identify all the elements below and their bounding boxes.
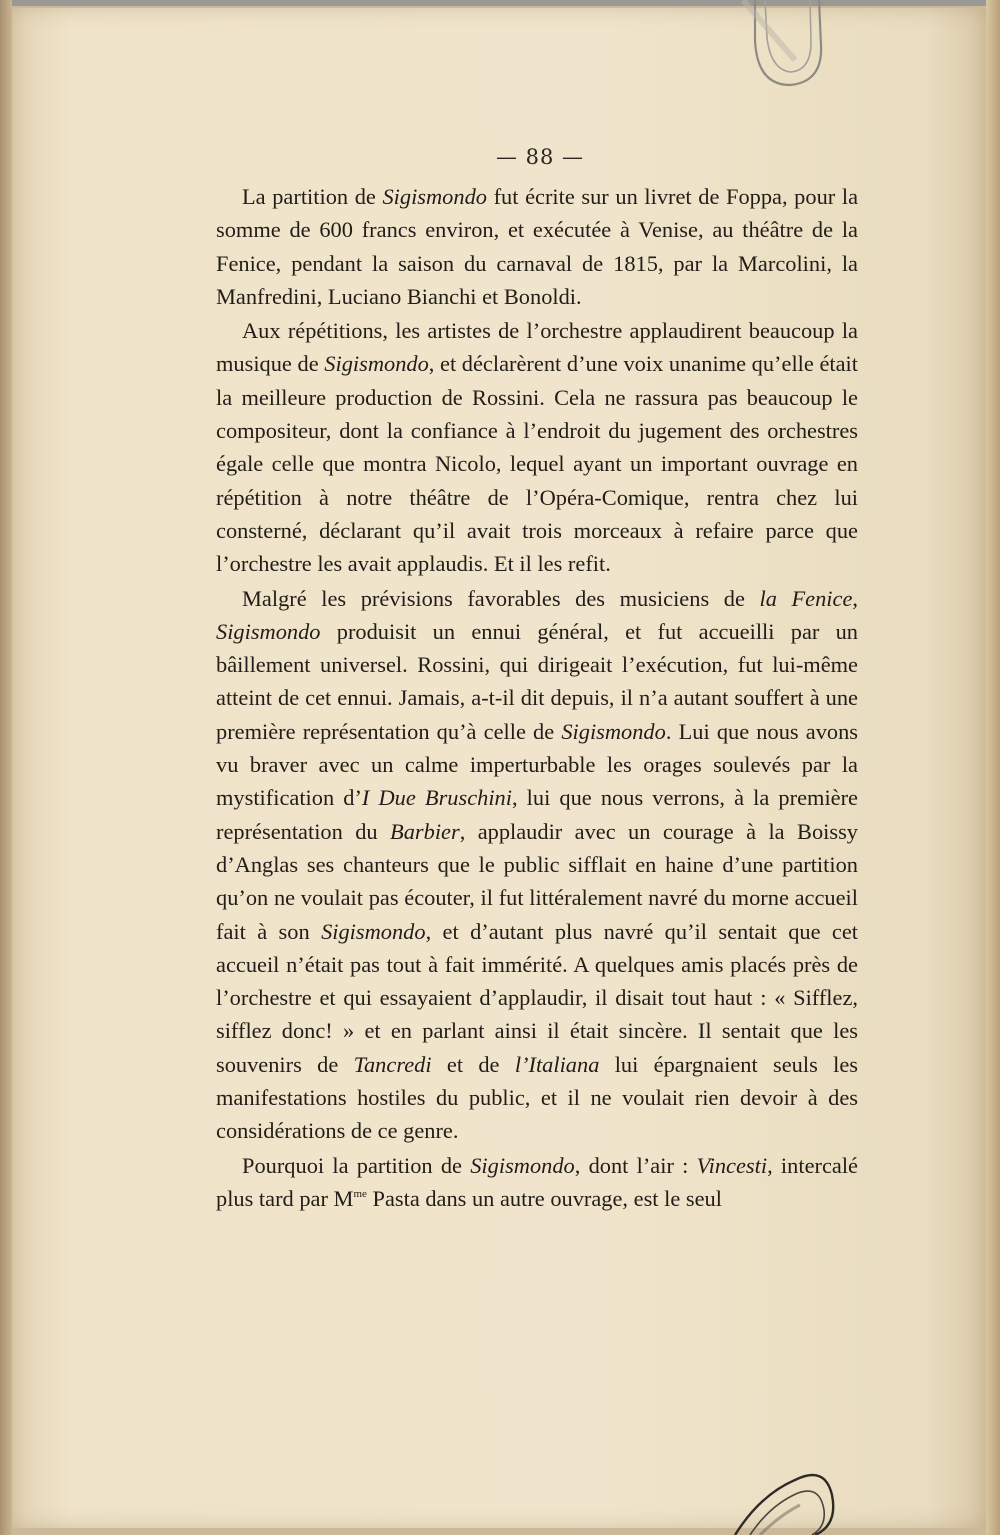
text-run: , <box>852 585 858 611</box>
text-run: et de <box>431 1051 515 1077</box>
text-run: fut écrite sur un livret de Foppa, pour la somme de 600 francs environ, et exécutée à Venise, au théâtre de la Fenice, pendant la saison du carnaval de 1815, par la Marcolini, la Manfredini, Luciano Bianchi et Bonoldi. <box>216 184 859 309</box>
italic-title: Sigismondo <box>216 618 321 644</box>
italic-title: Sigismondo <box>324 351 429 377</box>
text-run: produisit un ennui général, et fut accueilli par un bâillement universel. Rossini, qui dirigeait l’exécution, fut lui-même atteint de cet ennui. Jamais, a-t-il dit depuis, il n’a autant souffert à une première représentation qu’à celle de <box>216 618 858 744</box>
text-run: La partition de <box>242 184 383 209</box>
text-run: Pasta dans un autre ouvrage, est le seul <box>366 1185 722 1211</box>
paper-clip-top-icon <box>735 0 830 95</box>
italic-title: Barbier <box>390 818 460 844</box>
text-run: , lui que nous verrons, à la première représentation du <box>216 785 858 844</box>
italic-title: la Fenice <box>759 585 853 611</box>
italic-title: Tancredi <box>353 1051 432 1077</box>
text-run: , et déclarèrent d’une voix unanime qu’elle était la meilleure production de Rossini. Cela ne rassura pas beaucoup le compositeur, dont la confiance à l’endroit du jugement des orchestres égale celle que montra Nicolo, lequel ayant un important ouvrage en répétition à notre théâtre de l’Opéra-Comique, rentra chez lui consterné, déclarant qu’il avait trois morceaux à refaire parce que l’orchestre les avait applaudis. Et il les refit. <box>216 351 858 577</box>
italic-title: Sigismondo <box>561 718 666 744</box>
text-run: . Lui que nous avons vu braver avec un calme imperturbable les orages soulevés par la mystification d’ <box>216 718 858 811</box>
text-run: lui épargnaient seuls les manifestations hostiles du public, et il ne voulait rien devoir à des considérations de ce genre. <box>216 1051 858 1144</box>
italic-title: l’Italiana <box>514 1051 600 1077</box>
italic-title: Sigismondo <box>382 184 487 209</box>
text-run: Malgré les prévisions favorables des musiciens de <box>242 585 760 611</box>
paragraph <box>216 314 858 580</box>
book-left-edge <box>0 0 12 1535</box>
book-right-edge <box>986 0 1000 1535</box>
text-run: Pourquoi la partition de <box>242 1152 471 1178</box>
paragraph <box>216 1149 858 1216</box>
superscript-text: me <box>353 1187 367 1200</box>
text-run: , applaudir avec un courage à la Boissy d’Anglas ses chanteurs que le public sifflait en haine d’une partition qu’on ne voulait pas écouter, il fut littéralement navré du morne accueil fait à son <box>216 818 858 944</box>
italic-title: Sigismondo <box>470 1152 575 1178</box>
book-top-edge <box>0 0 1000 6</box>
text-run: , intercalé plus tard par M <box>216 1152 858 1211</box>
text-run: , dont l’air : <box>574 1152 697 1178</box>
text-run: , et d’autant plus navré qu’il sentait que cet accueil n’était pas tout à fait immérité. A quelques amis placés près de l’orchestre et qui essayaient d’applaudir, il disait tout haut : « Sifflez, sifflez donc! » et en parlant ainsi il était sincère. Il sentait que les souvenirs de <box>216 918 859 1077</box>
italic-title: Sigismondo <box>321 918 426 944</box>
paragraph <box>216 582 858 1148</box>
italic-title: Vincesti <box>696 1152 768 1178</box>
body-text <box>216 180 858 1215</box>
page-number: — 88 — <box>495 145 585 169</box>
italic-title: I Due Bruschini <box>361 785 512 811</box>
paper-clip-bottom-icon <box>720 1455 840 1535</box>
text-run: Aux répétitions, les artistes de l’orchestre applaudirent beaucoup la musique de <box>216 318 858 377</box>
paragraph <box>216 180 858 313</box>
